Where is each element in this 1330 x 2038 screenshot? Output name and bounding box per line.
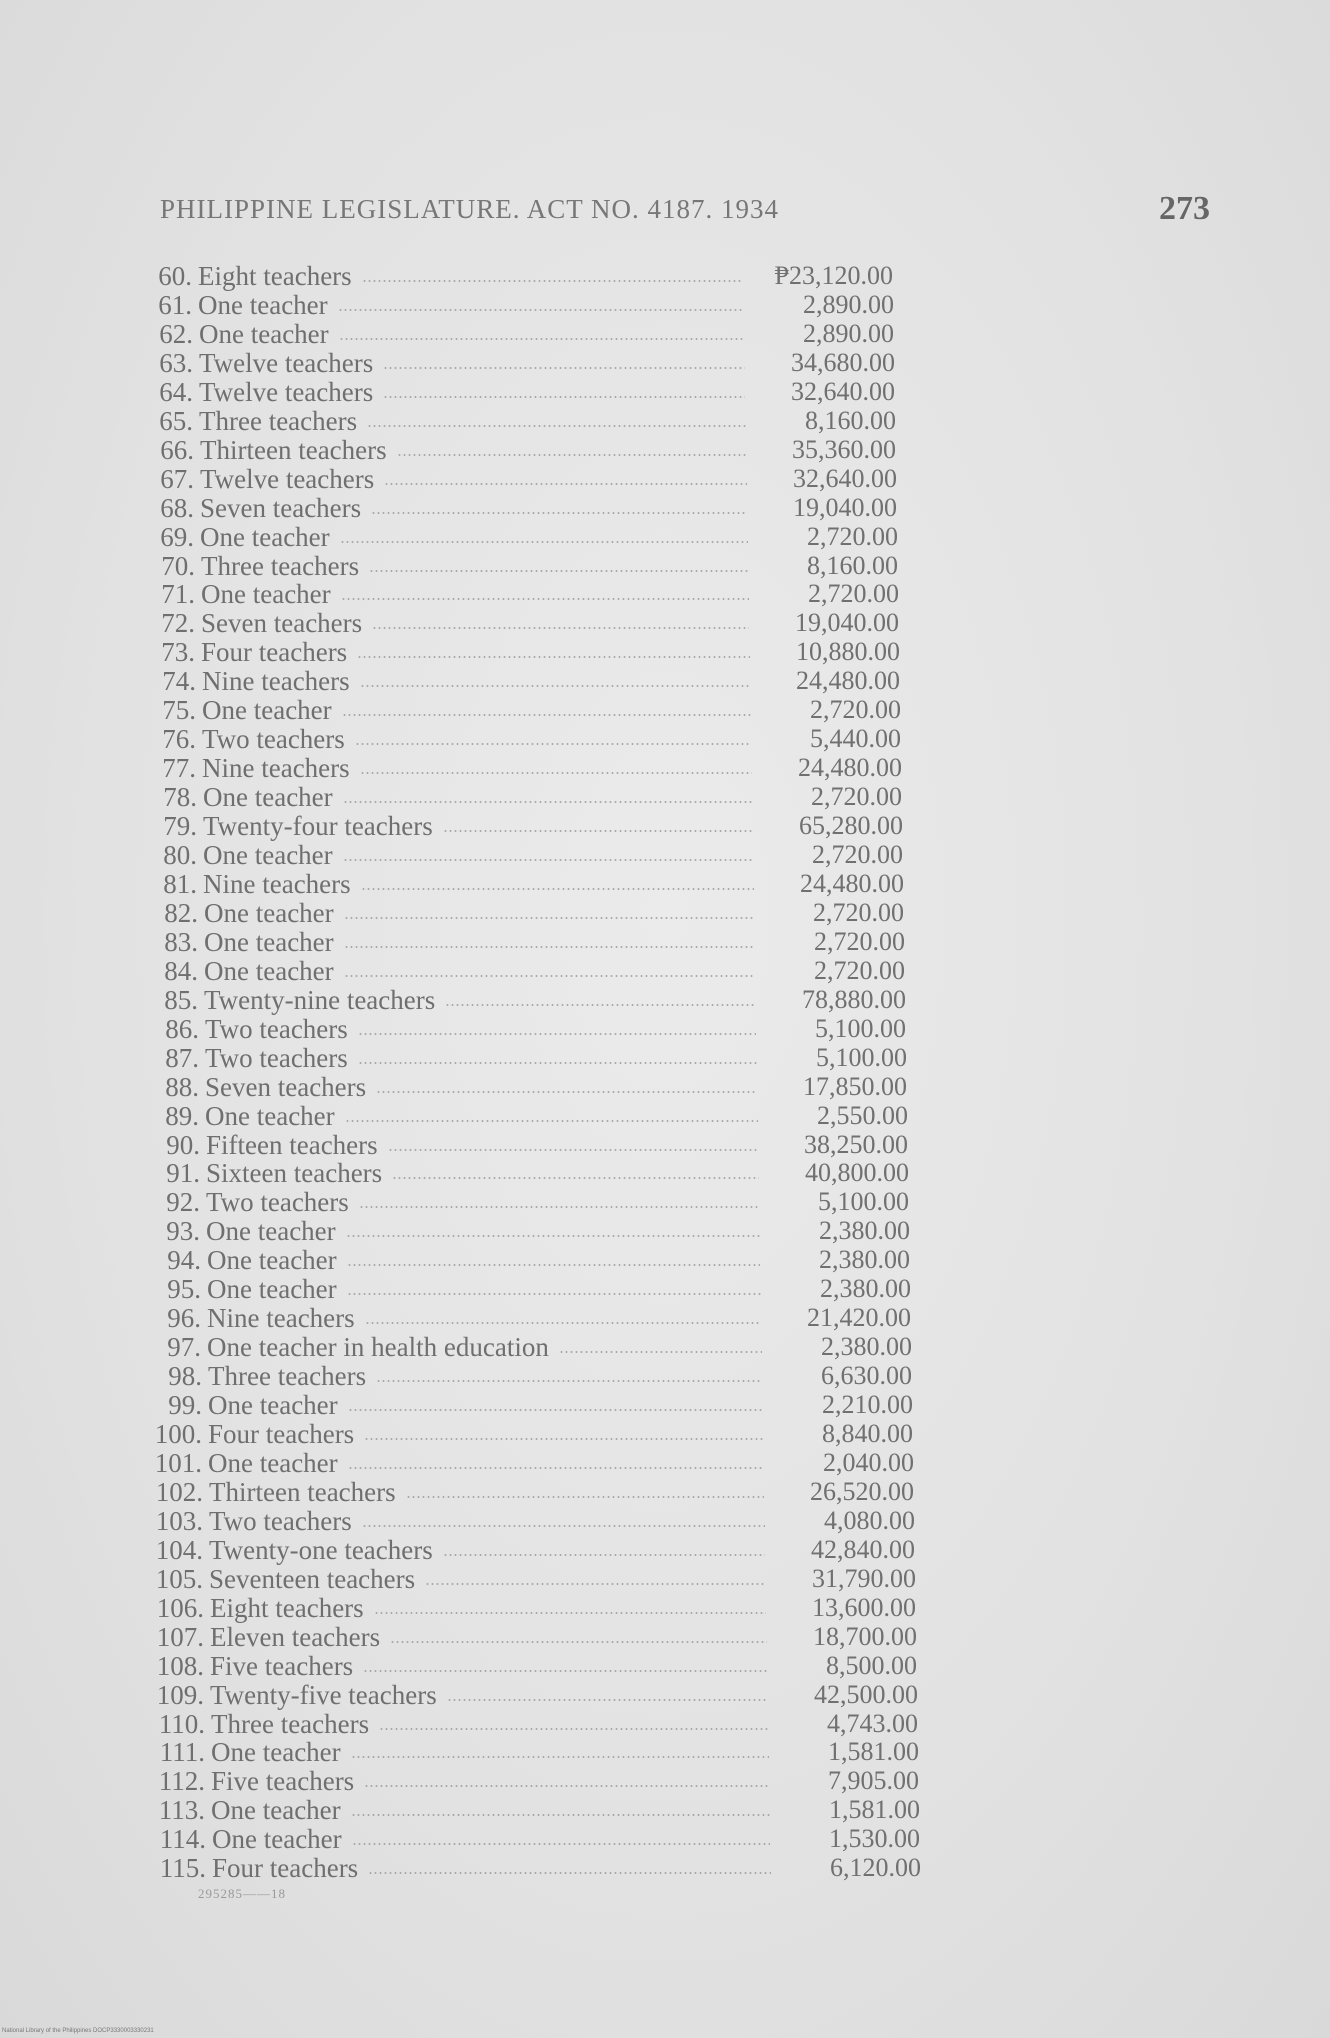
list-item (147, 1073, 907, 1101)
list-item (148, 1217, 910, 1245)
leader-dots (358, 1062, 757, 1064)
list-item (142, 465, 897, 493)
item-amount: 8,840.00 (822, 1419, 913, 1448)
item-number: 82. (164, 898, 198, 928)
item-amount: 2,720.00 (810, 695, 901, 724)
item-amount: 7,905.00 (828, 1766, 919, 1795)
leader-dots (384, 483, 747, 485)
item-number: 76. (162, 724, 196, 754)
leader-dots (376, 1091, 757, 1093)
item-amount: 34,680.00 (791, 348, 895, 377)
item-number: 79. (163, 811, 197, 841)
leader-dots (351, 1756, 769, 1758)
item-label: One teacher (198, 290, 328, 320)
leader-dots (344, 946, 755, 948)
item-number: 105. (155, 1564, 203, 1594)
item-number: 88. (165, 1072, 199, 1102)
leader-dots (341, 598, 749, 600)
archive-credit: National Library of the Philippines DOCP3330003330231 (2, 2028, 154, 2034)
list-item (149, 1333, 912, 1361)
leader-dots (392, 1177, 759, 1179)
item-amount: 4,743.00 (827, 1709, 918, 1738)
list-item (142, 523, 898, 551)
list-item (151, 1507, 915, 1535)
leader-dots (362, 280, 743, 282)
list-item (151, 1478, 914, 1506)
item-label: One teacher (206, 1216, 336, 1246)
item-amount: 24,480.00 (798, 753, 902, 782)
list-item (144, 754, 902, 782)
leader-dots (342, 714, 751, 716)
item-amount: 31,790.00 (812, 1564, 916, 1593)
item-number: 85. (164, 985, 198, 1015)
item-amount: 8,160.00 (807, 551, 898, 580)
list-item (145, 870, 904, 898)
list-item (141, 407, 896, 435)
item-label: Nine teachers (202, 753, 350, 783)
leader-dots (351, 1814, 770, 1816)
leader-dots (376, 1380, 762, 1382)
leader-dots (369, 570, 748, 572)
list-item (141, 320, 894, 348)
leader-dots (360, 685, 750, 687)
item-number: 74. (162, 666, 196, 696)
list-item (147, 1102, 908, 1130)
item-amount: 5,440.00 (810, 724, 901, 753)
list-item (142, 436, 896, 464)
item-amount: 2,380.00 (819, 1216, 910, 1245)
leader-dots (388, 1149, 758, 1151)
item-label: One teacher (203, 840, 333, 870)
item-label: One teacher (207, 1245, 337, 1275)
item-number: 87. (165, 1043, 199, 1073)
item-number: 91. (166, 1158, 200, 1188)
list-item (153, 1710, 918, 1738)
list-item (153, 1796, 920, 1824)
item-number: 86. (165, 1014, 199, 1044)
item-number: 109. (156, 1680, 204, 1710)
item-number: 71. (161, 579, 195, 609)
list-item (144, 667, 900, 695)
item-label: Four teachers (212, 1853, 359, 1883)
leader-dots (397, 454, 746, 456)
item-amount: 2,720.00 (807, 522, 898, 551)
item-label: One teacher (207, 1274, 337, 1304)
item-number: 107. (156, 1622, 204, 1652)
item-label: Twenty-nine teachers (204, 985, 436, 1015)
list-item (153, 1738, 919, 1766)
item-label: Five teachers (210, 1651, 354, 1681)
item-number: 63. (159, 348, 193, 378)
item-number: 115. (159, 1853, 206, 1883)
list-item (146, 957, 905, 985)
item-label: One teacher (212, 1824, 342, 1854)
item-amount: 5,100.00 (816, 1043, 907, 1072)
list-item (144, 696, 901, 724)
item-number: 78. (163, 782, 197, 812)
item-number: 60. (158, 261, 192, 291)
item-amount: 10,880.00 (796, 637, 900, 666)
item-amount: 2,720.00 (814, 956, 905, 985)
item-label: One teacher (205, 1101, 335, 1131)
item-label: One teacher (204, 927, 334, 957)
leader-dots (344, 917, 754, 919)
list-item (143, 638, 900, 666)
item-amount: 6,630.00 (821, 1361, 912, 1390)
item-label: One teacher (202, 695, 332, 725)
item-label: Twelve teachers (199, 377, 374, 407)
item-label: Twenty-four teachers (203, 811, 433, 841)
leader-dots (443, 830, 753, 832)
list-item (154, 1854, 921, 1882)
leader-dots (339, 338, 744, 340)
item-number: 81. (163, 869, 197, 899)
item-amount: 19,040.00 (795, 608, 899, 637)
item-number: 93. (166, 1216, 200, 1246)
list-item (150, 1362, 912, 1390)
list-item (154, 1825, 920, 1853)
item-amount: 2,720.00 (814, 927, 905, 956)
item-amount: 2,550.00 (817, 1101, 908, 1130)
item-label: One teacher (199, 319, 329, 349)
item-label: Three teachers (201, 551, 360, 581)
item-amount: 24,480.00 (800, 869, 904, 898)
item-amount: 6,120.00 (830, 1853, 921, 1882)
item-label: Four teachers (208, 1419, 355, 1449)
item-number: 101. (154, 1448, 202, 1478)
item-number: 112. (158, 1766, 205, 1796)
list-item (152, 1594, 916, 1622)
printer-code: 295285——18 (198, 1886, 286, 1901)
item-amount: 38,250.00 (804, 1130, 908, 1159)
list-item (152, 1652, 917, 1680)
leader-dots (361, 888, 754, 890)
item-number: 106. (156, 1593, 204, 1623)
item-label: Seventeen teachers (209, 1564, 416, 1594)
item-amount: 4,080.00 (824, 1506, 915, 1535)
leader-dots (343, 859, 753, 861)
item-label: One teacher (208, 1448, 338, 1478)
item-label: Three teachers (211, 1709, 370, 1739)
item-number: 95. (167, 1274, 201, 1304)
leader-dots (344, 975, 755, 977)
item-label: Fifteen teachers (206, 1130, 378, 1160)
item-number: 69. (160, 522, 194, 552)
list-item (143, 552, 898, 580)
item-amount: 1,581.00 (829, 1795, 920, 1824)
item-label: Nine teachers (207, 1303, 355, 1333)
list-item (145, 812, 903, 840)
item-label: Eight teachers (210, 1593, 364, 1623)
item-number: 103. (155, 1506, 203, 1536)
leader-dots (383, 396, 745, 398)
item-amount: 26,520.00 (810, 1477, 914, 1506)
item-label: Two teachers (205, 1043, 348, 1073)
item-amount: 24,480.00 (796, 666, 900, 695)
item-number: 80. (163, 840, 197, 870)
item-number: 98. (168, 1361, 202, 1391)
item-label: Twenty-one teachers (209, 1535, 433, 1565)
leader-dots (445, 1004, 756, 1006)
item-label: One teacher (200, 522, 330, 552)
leader-dots (371, 512, 747, 514)
leader-dots (355, 743, 751, 745)
list-item (149, 1275, 911, 1303)
leader-dots (352, 1843, 770, 1845)
item-number: 97. (167, 1332, 201, 1362)
item-label: One teacher (211, 1795, 341, 1825)
item-number: 100. (154, 1419, 202, 1449)
item-amount: 78,880.00 (802, 985, 906, 1014)
list-item (146, 986, 906, 1014)
item-amount: 8,500.00 (826, 1651, 917, 1680)
leader-dots (365, 1322, 761, 1324)
leader-dots (447, 1699, 768, 1701)
item-amount: 40,800.00 (805, 1158, 909, 1187)
leader-dots (406, 1496, 764, 1498)
item-amount: 2,720.00 (812, 840, 903, 869)
item-number: 108. (156, 1651, 204, 1681)
leader-dots (340, 541, 748, 543)
leader-dots (345, 1120, 758, 1122)
list-item (148, 1188, 909, 1216)
item-number: 102. (155, 1477, 203, 1507)
leader-dots (360, 772, 752, 774)
item-label: Two teachers (209, 1506, 352, 1536)
list-item (148, 1159, 909, 1187)
list-item (140, 262, 893, 290)
list-item (140, 291, 894, 319)
leader-dots (347, 1264, 760, 1266)
list-item (153, 1767, 919, 1795)
leader-dots (348, 1467, 764, 1469)
item-amount: 13,600.00 (812, 1593, 916, 1622)
item-label: One teacher (208, 1390, 338, 1420)
item-amount: 5,100.00 (818, 1187, 909, 1216)
item-amount: 1,581.00 (828, 1737, 919, 1766)
item-amount: 8,160.00 (805, 406, 896, 435)
item-label: Twelve teachers (199, 348, 374, 378)
item-label: Three teachers (208, 1361, 367, 1391)
item-label: Seven teachers (205, 1072, 367, 1102)
item-number: 67. (160, 464, 194, 494)
leader-dots (364, 1785, 769, 1787)
leader-dots (343, 801, 752, 803)
item-label: Sixteen teachers (206, 1158, 383, 1188)
leader-dots (425, 1583, 766, 1585)
item-number: 96. (167, 1303, 201, 1333)
list-item (148, 1131, 908, 1159)
list-item (142, 494, 897, 522)
list-item (144, 725, 901, 753)
item-label: Two teachers (205, 1014, 348, 1044)
leader-dots (358, 1033, 756, 1035)
page-header (160, 190, 1210, 234)
leader-dots (364, 1438, 763, 1440)
item-amount: 18,700.00 (813, 1622, 917, 1651)
item-number: 84. (164, 956, 198, 986)
item-number: 111. (159, 1737, 205, 1767)
item-number: 66. (160, 435, 194, 465)
item-number: 99. (168, 1390, 202, 1420)
item-label: Three teachers (199, 406, 358, 436)
item-label: Seven teachers (201, 608, 363, 638)
item-amount: 19,040.00 (793, 493, 897, 522)
leader-dots (359, 1206, 759, 1208)
item-amount: 2,210.00 (822, 1390, 913, 1419)
list-item (150, 1420, 913, 1448)
list-item (151, 1536, 915, 1564)
list-item (143, 609, 899, 637)
item-label: One teacher (201, 579, 331, 609)
item-number: 70. (161, 551, 195, 581)
item-amount: 2,380.00 (820, 1274, 911, 1303)
running-title: PHILIPPINE LEGISLATURE. ACT NO. 4187. 1934 (160, 194, 780, 224)
leader-dots (374, 1612, 766, 1614)
leader-dots (363, 1670, 767, 1672)
page-number: 273 (1159, 190, 1210, 227)
list-item (150, 1449, 914, 1477)
item-label: One teacher (211, 1737, 341, 1767)
item-label: Two teachers (202, 724, 345, 754)
leader-dots (368, 1872, 771, 1874)
leader-dots (338, 309, 744, 311)
list-item (146, 899, 904, 927)
list-item (152, 1681, 918, 1709)
item-amount: 42,840.00 (811, 1535, 915, 1564)
item-amount: 2,380.00 (821, 1332, 912, 1361)
item-amount: 2,720.00 (808, 579, 899, 608)
item-label: Twelve teachers (200, 464, 375, 494)
item-number: 92. (166, 1187, 200, 1217)
item-label: Eleven teachers (210, 1622, 381, 1652)
item-amount: 2,720.00 (811, 782, 902, 811)
item-label: One teacher (204, 956, 334, 986)
item-label: Thirteen teachers (209, 1477, 396, 1507)
item-number: 77. (162, 753, 196, 783)
item-number: 65. (159, 406, 193, 436)
item-amount: 2,890.00 (803, 319, 894, 348)
list-item (145, 841, 903, 869)
leader-dots (390, 1641, 767, 1643)
item-number: 90. (166, 1130, 200, 1160)
item-amount: 5,100.00 (815, 1014, 906, 1043)
leader-dots (362, 1525, 765, 1527)
list-item (150, 1391, 913, 1419)
item-label: One teacher (203, 782, 333, 812)
item-number: 110. (158, 1709, 205, 1739)
item-label: Thirteen teachers (200, 435, 387, 465)
item-number: 68. (160, 493, 194, 523)
item-amount: 2,890.00 (803, 290, 894, 319)
item-amount: 2,040.00 (823, 1448, 914, 1477)
leader-dots (357, 656, 750, 658)
list-item (152, 1623, 917, 1651)
item-label: Seven teachers (200, 493, 362, 523)
item-number: 73. (161, 637, 195, 667)
list-item (149, 1246, 910, 1274)
list-item (145, 783, 902, 811)
item-amount: 2,380.00 (819, 1245, 910, 1274)
item-amount: 65,280.00 (799, 811, 903, 840)
item-number: 75. (162, 695, 196, 725)
item-amount: 1,530.00 (829, 1824, 920, 1853)
item-amount: 42,500.00 (814, 1680, 918, 1709)
item-number: 114. (159, 1824, 206, 1854)
item-label: Four teachers (201, 637, 348, 667)
list-item (147, 1044, 907, 1072)
item-amount: 21,420.00 (807, 1303, 911, 1332)
list-item (147, 1015, 906, 1043)
item-number: 72. (161, 608, 195, 638)
list-item (151, 1565, 916, 1593)
item-number: 62. (159, 319, 193, 349)
leader-dots (367, 425, 746, 427)
item-label: Nine teachers (202, 666, 350, 696)
item-amount: 32,640.00 (791, 377, 895, 406)
item-number: 61. (158, 290, 192, 320)
list-item (146, 928, 905, 956)
item-number: 113. (158, 1795, 205, 1825)
list-item (141, 349, 895, 377)
leader-dots (348, 1409, 763, 1411)
list-item (143, 580, 899, 608)
item-amount: 17,850.00 (803, 1072, 907, 1101)
item-number: 94. (167, 1245, 201, 1275)
item-amount: ₱23,120.00 (774, 261, 893, 290)
item-number: 89. (165, 1101, 199, 1131)
item-label: Nine teachers (203, 869, 351, 899)
leader-dots (379, 1728, 768, 1730)
item-label: Eight teachers (198, 261, 352, 291)
leader-dots (559, 1351, 762, 1353)
leader-dots (347, 1293, 761, 1295)
item-amount: 2,720.00 (813, 898, 904, 927)
item-label: Twenty-five teachers (210, 1680, 437, 1710)
item-label: One teacher in health education (207, 1332, 549, 1362)
leader-dots (372, 627, 749, 629)
item-amount: 35,360.00 (792, 435, 896, 464)
item-amount: 32,640.00 (793, 464, 897, 493)
item-number: 104. (155, 1535, 203, 1565)
leader-dots (383, 367, 745, 369)
leader-dots (346, 1235, 760, 1237)
leader-dots (443, 1554, 765, 1556)
item-number: 64. (159, 377, 193, 407)
item-label: Five teachers (211, 1766, 355, 1796)
list-item (141, 378, 895, 406)
item-number: 83. (164, 927, 198, 957)
item-label: One teacher (204, 898, 334, 928)
item-label: Two teachers (206, 1187, 349, 1217)
list-item (149, 1304, 911, 1332)
